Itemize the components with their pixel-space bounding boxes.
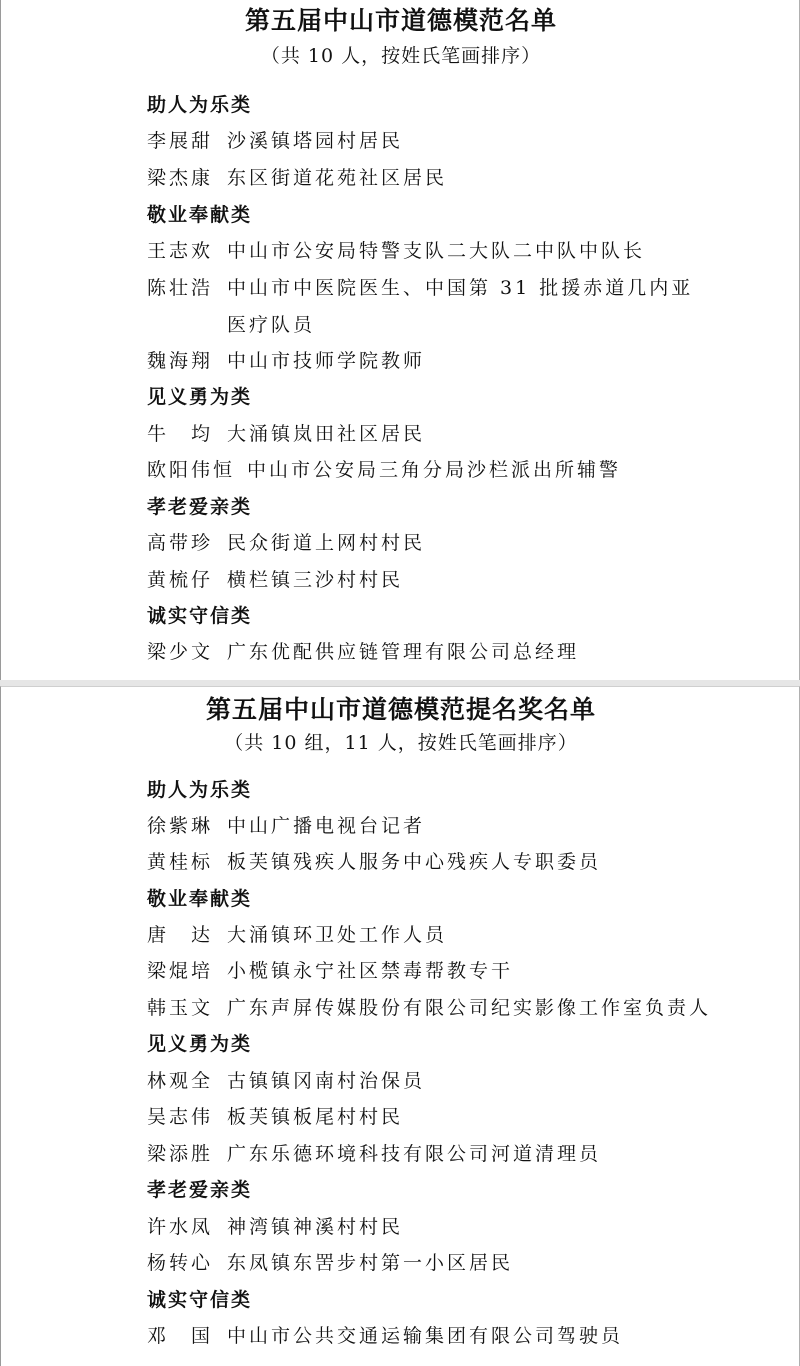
page-subtitle: （共 10 人，按姓氏笔画排序）: [260, 45, 542, 67]
person-name: 韩玉文: [147, 997, 214, 1019]
person-name: 杨转心: [147, 1252, 214, 1274]
person-name: 梁杰康: [147, 167, 214, 189]
person-name: 魏海翔: [147, 350, 214, 372]
person-description: 广东声屏传媒股份有限公司纪实影像工作室负责人: [227, 997, 712, 1019]
person-name: 王志欢: [147, 240, 214, 262]
person-description: 中山市公安局三角分局沙栏派出所辅警: [247, 459, 622, 481]
person-description: 东区街道花苑社区居民: [227, 167, 448, 189]
page-title: 第五届中山市道德模范提名奖名单: [205, 695, 596, 724]
person-description: 中山市公安局特警支队二大队二中队中队长: [227, 240, 646, 262]
person-description: 大涌镇岚田社区居民: [227, 423, 426, 445]
person-name: 李展甜: [147, 130, 214, 152]
category-heading: 孝老爱亲类: [147, 496, 253, 518]
person-description: 大涌镇环卫处工作人员: [227, 924, 448, 946]
page-title: 第五届中山市道德模范名单: [244, 6, 557, 35]
person-description-continued: 医疗队员: [227, 314, 316, 336]
person-name: 牛 均: [147, 423, 214, 445]
person-name: 林观全: [147, 1070, 214, 1092]
person-description: 广东乐德环境科技有限公司河道清理员: [227, 1143, 602, 1165]
person-name: 梁少文: [147, 641, 214, 663]
category-heading: 孝老爱亲类: [147, 1179, 253, 1201]
person-description: 神湾镇神溪村村民: [227, 1216, 404, 1238]
category-heading: 诚实守信类: [147, 1289, 253, 1311]
person-description: 民众街道上网村村民: [227, 532, 426, 554]
category-heading: 诚实守信类: [147, 605, 253, 627]
person-name: 吴志伟: [147, 1106, 214, 1128]
person-description: 中山市公共交通运输集团有限公司驾驶员: [227, 1325, 624, 1347]
category-heading: 助人为乐类: [147, 779, 253, 801]
person-description: 中山市中医院医生、中国第 31 批援赤道几内亚: [227, 277, 694, 299]
person-description: 中山广播电视台记者: [227, 815, 426, 837]
person-name: 梁添胜: [147, 1143, 214, 1165]
person-description: 横栏镇三沙村村民: [227, 569, 404, 591]
person-description: 板芙镇板尾村村民: [227, 1106, 404, 1128]
person-name: 邓 国: [147, 1325, 214, 1347]
person-description: 小榄镇永宁社区禁毒帮教专干: [227, 960, 514, 982]
person-description: 中山市技师学院教师: [227, 350, 426, 372]
page-subtitle: （共 10 组，11 人，按姓氏笔画排序）: [224, 732, 578, 754]
category-heading: 敬业奉献类: [147, 888, 253, 910]
person-name: 许水凤: [147, 1216, 214, 1238]
category-heading: 见义勇为类: [147, 386, 253, 408]
person-description: 东凤镇东罟步村第一小区居民: [227, 1252, 514, 1274]
person-name: 陈壮浩: [147, 277, 214, 299]
person-name: 黄桂标: [147, 851, 214, 873]
person-name: 高带珍: [147, 532, 214, 554]
category-heading: 见义勇为类: [147, 1033, 253, 1055]
model-list-page: [0, 0, 800, 680]
person-name: 黄梳仔: [147, 569, 214, 591]
category-heading: 助人为乐类: [147, 94, 253, 116]
nominee-list-page: [0, 686, 800, 1366]
person-description: 沙溪镇塔园村居民: [227, 130, 404, 152]
person-name: 徐紫琳: [147, 815, 214, 837]
person-description: 板芙镇残疾人服务中心残疾人专职委员: [227, 851, 602, 873]
person-description: 古镇镇冈南村治保员: [227, 1070, 426, 1092]
person-name: 梁焜培: [147, 960, 214, 982]
category-heading: 敬业奉献类: [147, 204, 253, 226]
person-description: 广东优配供应链管理有限公司总经理: [227, 641, 580, 663]
person-name: 欧阳伟恒: [147, 459, 236, 481]
person-name: 唐 达: [147, 924, 214, 946]
